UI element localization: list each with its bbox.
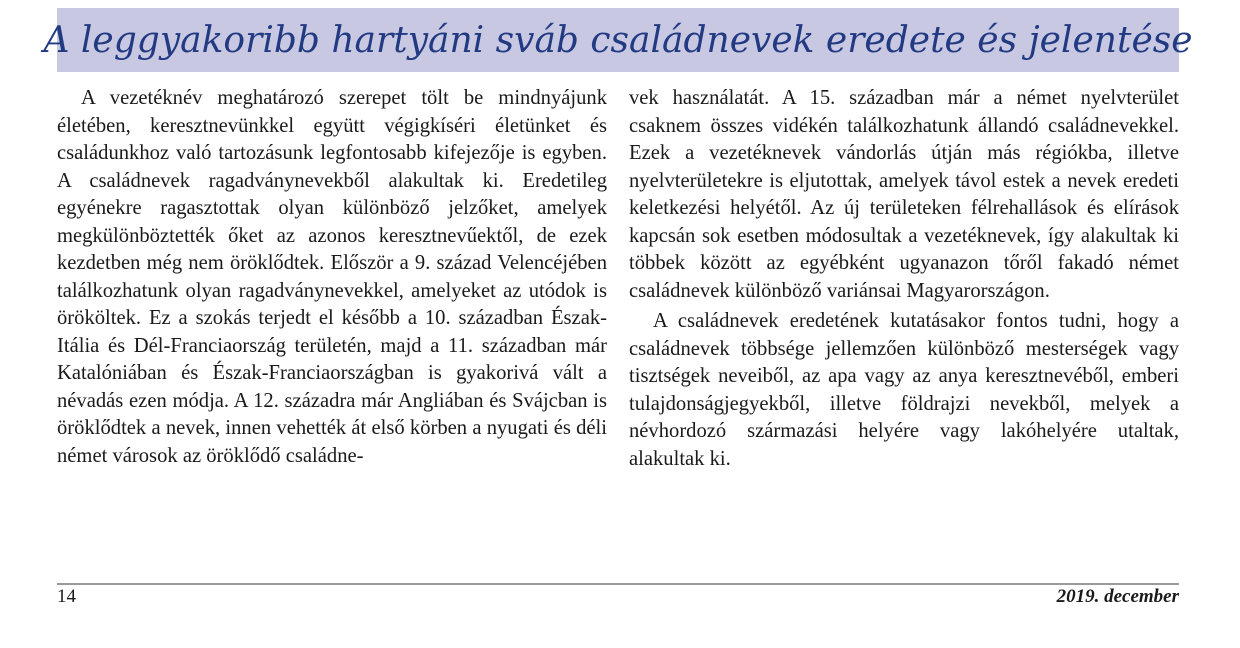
title-banner bbox=[43, 8, 1193, 72]
issue-date: 2019. december bbox=[1056, 586, 1179, 607]
left-column bbox=[57, 85, 607, 470]
article-paragraph: A családnevek eredetének kutatásakor fontos tudni, hogy a családnevek többsége jellemzően különböző mesterségek vagy tisztségek neveiből, az apa vagy az anya keresztnevéből, emberi tulajdonságjegyekből, illetve földrajzi nevekből, melyek a névhordozó származási helyére vagy lakóhelyére utaltak, alakultak ki. bbox=[629, 310, 1179, 470]
article-paragraph-continued: vek használatát. A 15. században már a német nyelvterület csaknem összes vidékén találkozhatunk állandó családnevekkel. Ezek a vezetéknevek vándorlás útján más régiókba, illetve nyelvterületekre is eljutottak, amelyek távol estek a nevek eredeti keletkezési helyétől. Az új területeken félrehallások és elírások kapcsán sok esetben módosultak a vezetéknevek, így alakultak ki többek között az egyébként ugyanazon tőről fakadó német családnevek különböző variánsai Magyarországon. bbox=[629, 87, 1179, 302]
right-column bbox=[629, 85, 1179, 473]
page-number: 14 bbox=[57, 586, 76, 607]
article-paragraph: A vezetéknév meghatározó szerepet tölt be mindnyájunk életében, keresztnevünkkel együtt végigkíséri életünket és családunkhoz való tartozásunk legfontosabb kifejezője is egyben. A családnevek ragadványnevekből alakultak ki. Eredetileg egyénekre ragasztottak olyan különböző jelzőket, amelyek megkülönböztették őket az azonos keresztnevűektől, de ezek kezdetben még nem öröklődtek. Először a 9. század Velencéjében találkozhatunk olyan ragadványnevekkel, amelyeket az utódok is örököltek. Ez a szokás terjedt el később a 10. században Észak-Itália és Dél-Franciaország területén, majd a 11. században már Katalóniában és Észak-Franciaországban is gyakorivá vált a névadás ezen módja. A 12. századra már Angliában és Svájcban is öröklődtek a nevek, innen vehették át első körben a nyugati és déli német városok az öröklődő családne- bbox=[57, 87, 607, 467]
article-title: A leggyakoribb hartyáni sváb családnevek eredete és jelentése bbox=[43, 19, 1193, 61]
footer-divider bbox=[57, 583, 1179, 585]
